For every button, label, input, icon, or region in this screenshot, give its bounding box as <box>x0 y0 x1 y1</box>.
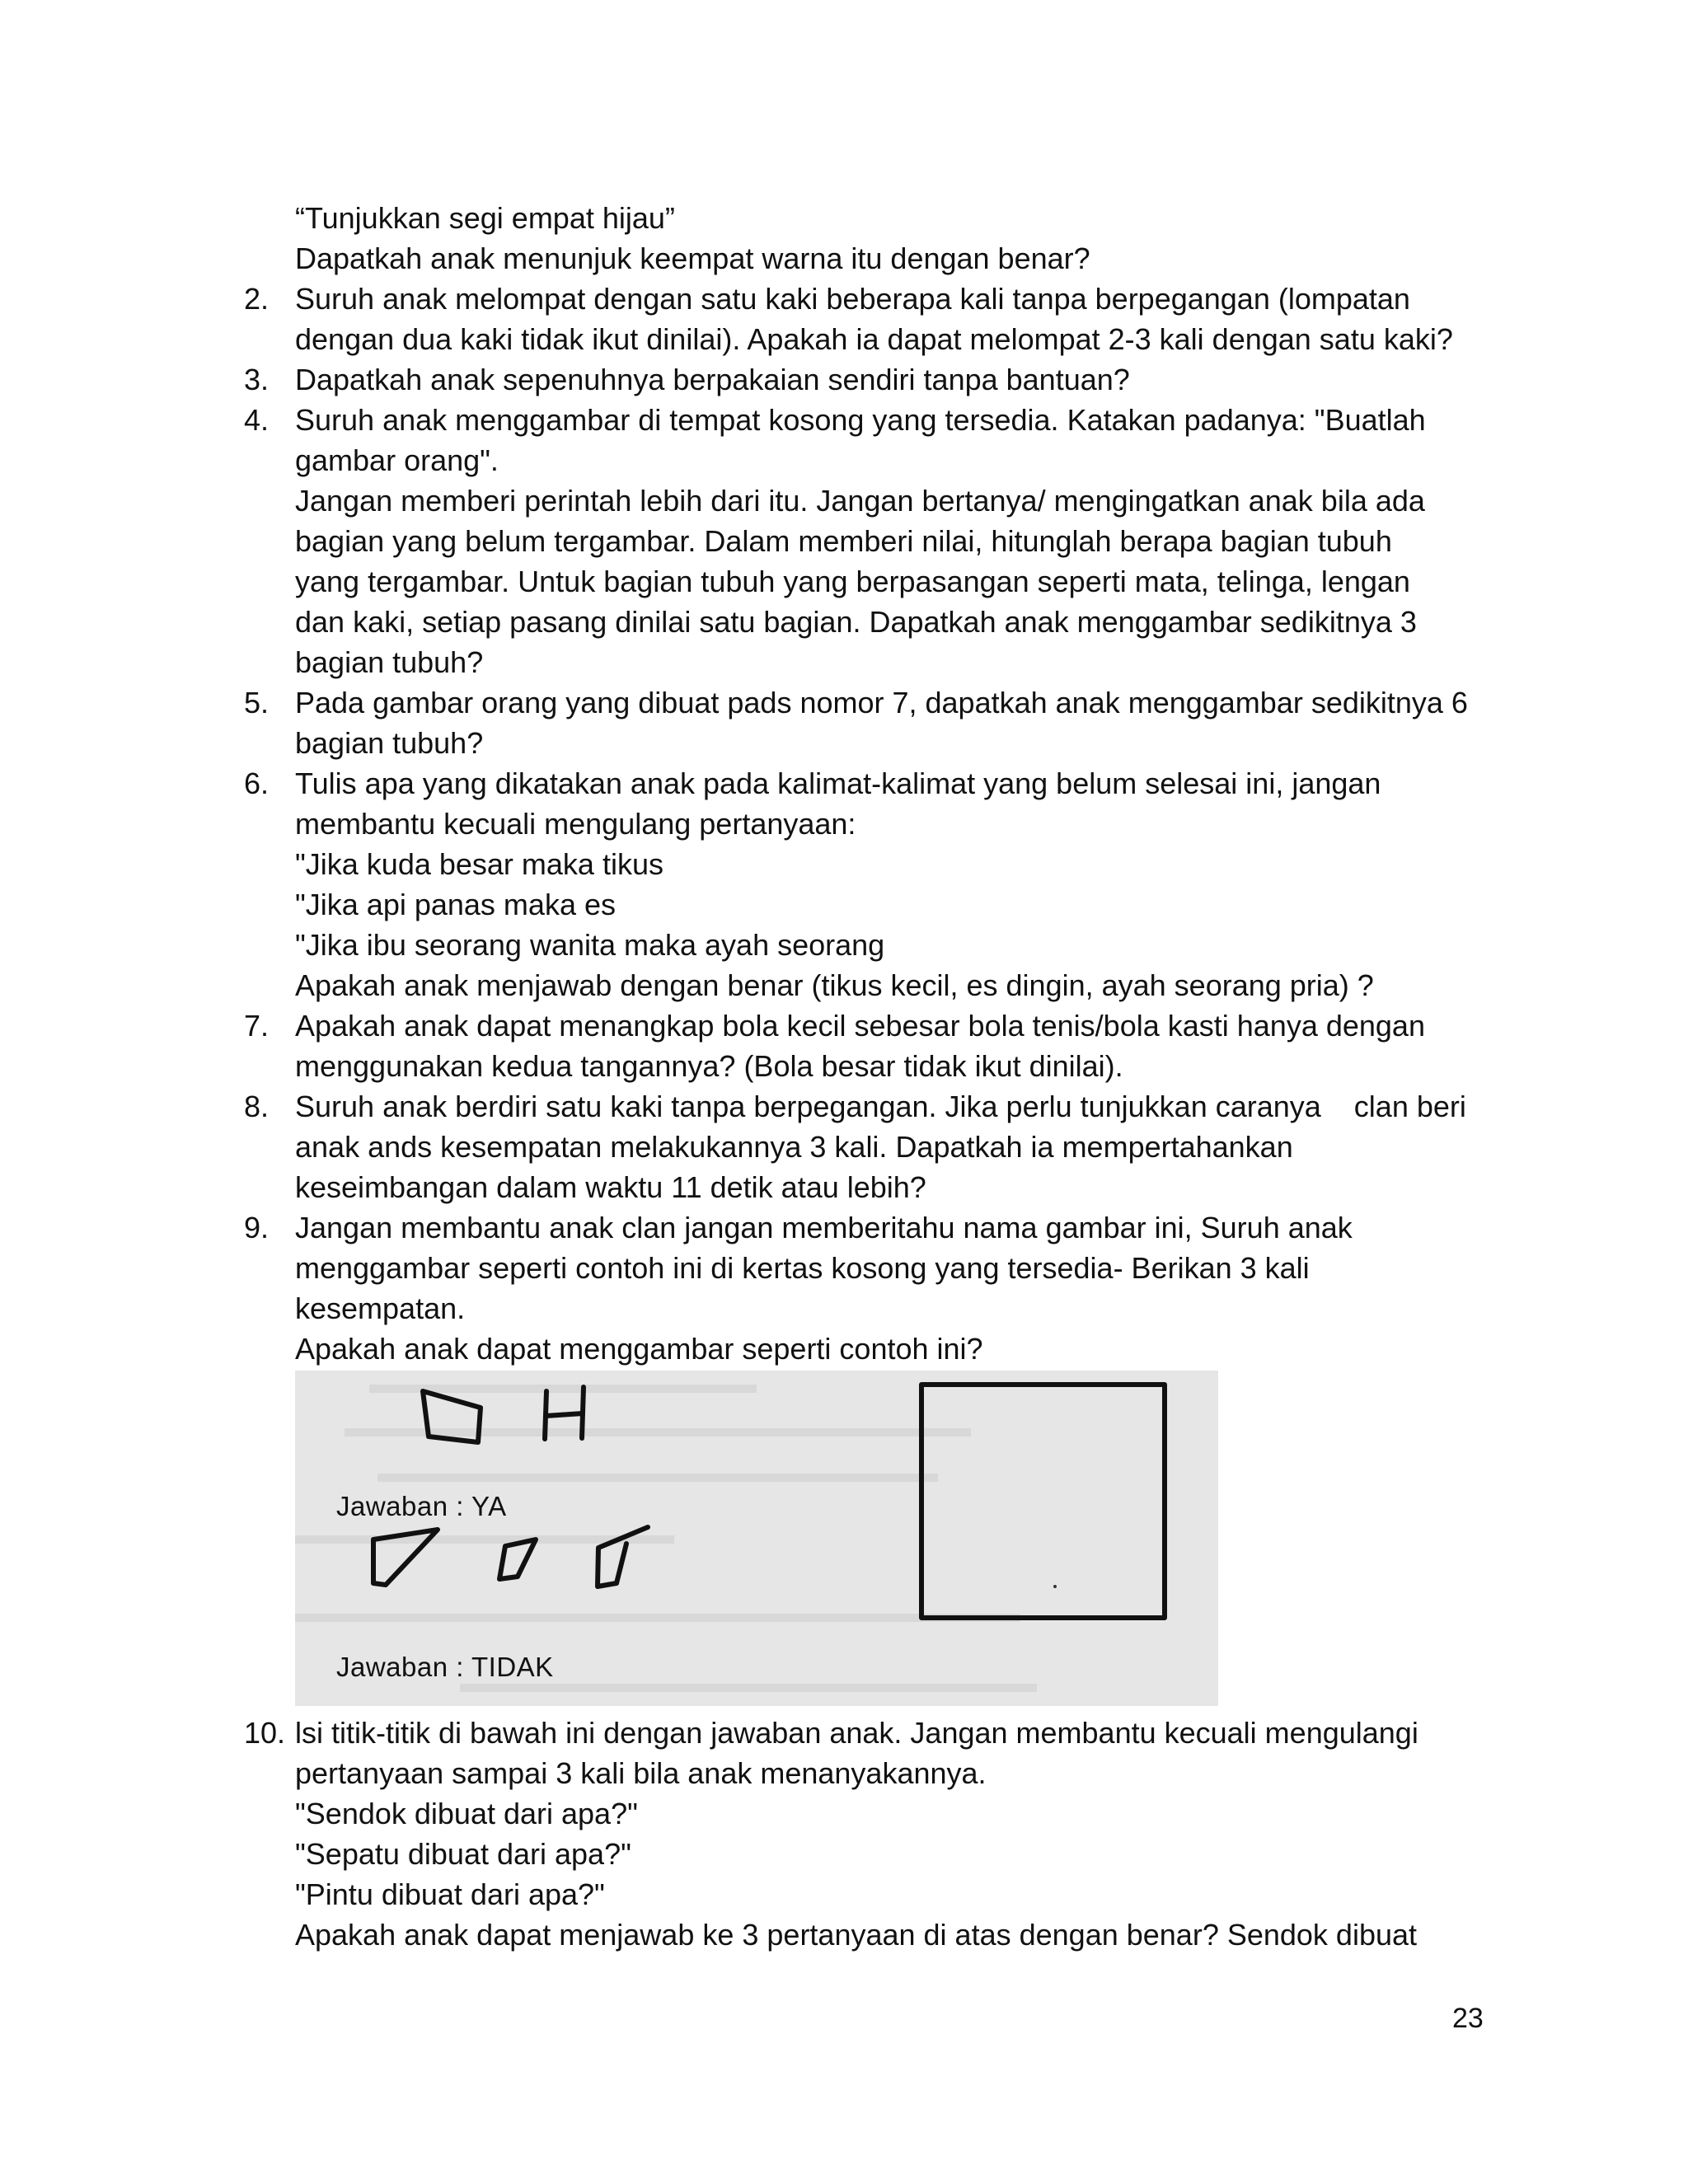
figure-label-yes: Jawaban : YA <box>336 1491 507 1521</box>
text-line: lsi titik-titik di bawah ini dengan jawaban anak. Jangan membantu kecuali mengulangi <box>295 1716 1418 1750</box>
list-item-4 <box>244 400 1489 682</box>
text-line: pertanyaan sampai 3 kali bila anak menanyakannya. <box>295 1756 987 1790</box>
text-line: Apakah anak menjawab dengan benar (tikus kecil, es dingin, ayah seorang pria) ? <box>295 968 1374 1002</box>
text-line: membantu kecuali mengulang pertanyaan: <box>295 807 856 841</box>
text-line: dengan dua kaki tidak ikut dinilai). Apakah ia dapat melompat 2-3 kali dengan satu kaki? <box>295 322 1453 356</box>
page-number: 23 <box>1452 2003 1484 2034</box>
text-line: "Jika kuda besar maka tikus <box>295 847 663 881</box>
item-number: 2. <box>244 282 270 316</box>
item-number: 7. <box>244 1009 270 1043</box>
text-line: "Sendok dibuat dari apa?" <box>295 1797 638 1830</box>
text-line: kesempatan. <box>295 1291 466 1325</box>
list-item-8 <box>244 1086 1489 1207</box>
list-item-3 <box>244 359 1489 400</box>
text-line: Pada gambar orang yang dibuat pads nomor 7, dapatkah anak menggambar sedikitnya 6 <box>295 686 1468 719</box>
text-line: "Jika ibu seorang wanita maka ayah seorang <box>295 928 885 962</box>
list-item-2 <box>244 279 1489 359</box>
text-line: Apakah anak dapat menjawab ke 3 pertanyaan di atas dengan benar? Sendok dibuat <box>295 1918 1418 1952</box>
item-number: 3. <box>244 363 270 396</box>
text-line: Apakah anak dapat menggambar seperti contoh ini? <box>295 1332 983 1366</box>
list-item-7 <box>244 1005 1489 1086</box>
item-number: 4. <box>244 403 270 437</box>
text-line: anak ands kesempatan melakukannya 3 kali. Dapatkah ia mempertahankan <box>295 1130 1293 1164</box>
text-line: gambar orang". <box>295 443 499 477</box>
text-line: Jangan memberi perintah lebih dari itu. Jangan bertanya/ mengingatkan anak bila ada <box>295 484 1425 518</box>
text-line: Suruh anak menggambar di tempat kosong yang tersedia. Katakan padanya: "Buatlah <box>295 403 1426 437</box>
intro-continuation <box>244 198 1489 279</box>
text-line: Apakah anak dapat menangkap bola kecil sebesar bola tenis/bola kasti hanya dengan <box>295 1009 1425 1043</box>
list-item-9 <box>244 1207 1489 1369</box>
item-number: 9. <box>244 1211 270 1244</box>
tidak-drawing-2 <box>499 1540 536 1579</box>
text-line: "Sepatu dibuat dari apa?" <box>295 1837 631 1871</box>
list-item-6 <box>244 763 1489 1005</box>
text-line: Dapatkah anak sepenuhnya berpakaian sendiri tanpa bantuan? <box>295 363 1130 396</box>
item-number: 10. <box>244 1716 286 1750</box>
text-line: bagian tubuh? <box>295 726 484 760</box>
page-content <box>244 198 1489 1955</box>
item-number: 5. <box>244 686 270 719</box>
text-line: yang tergambar. Untuk bagian tubuh yang berpasangan seperti mata, telinga, lengan <box>295 565 1410 598</box>
text-line: "Jika api panas maka es <box>295 888 616 921</box>
text-line: keseimbangan dalam waktu 11 detik atau lebih? <box>295 1170 926 1204</box>
drawing-example-figure <box>295 1371 1218 1706</box>
text-line: menggunakan kedua tangannya? (Bola besar tidak ikut dinilai). <box>295 1049 1123 1083</box>
text-line: Tulis apa yang dikatakan anak pada kalimat-kalimat yang belum selesai ini, jangan <box>295 766 1381 800</box>
text-line: "Pintu dibuat dari apa?" <box>295 1877 605 1911</box>
model-square <box>921 1385 1165 1618</box>
text-line: dan kaki, setiap pasang dinilai satu bagian. Dapatkah anak menggambar sedikitnya 3 <box>295 605 1417 639</box>
text-line: bagian tubuh? <box>295 645 484 679</box>
text-line: menggambar seperti contoh ini di kertas kosong yang tersedia- Berikan 3 kali <box>295 1251 1310 1285</box>
item-number: 8. <box>244 1090 270 1123</box>
text-line: Suruh anak berdiri satu kaki tanpa berpegangan. Jika perlu tunjukkan caranya clan beri <box>295 1090 1466 1123</box>
list-item-10 <box>244 1713 1489 1955</box>
figure-label-no: Jawaban : TIDAK <box>336 1652 554 1682</box>
item-number: 6. <box>244 766 270 800</box>
text-line: Jangan membantu anak clan jangan memberitahu nama gambar ini, Suruh anak <box>295 1211 1353 1244</box>
text-line: “Tunjukkan segi empat hijau” <box>295 201 675 235</box>
list-item-5 <box>244 682 1489 763</box>
text-line: bagian yang belum tergambar. Dalam memberi nilai, hitunglah berapa bagian tubuh <box>295 524 1392 558</box>
text-line: Dapatkah anak menunjuk keempat warna itu dengan benar? <box>295 241 1090 275</box>
text-line: Suruh anak melompat dengan satu kaki beberapa kali tanpa berpegangan (lompatan <box>295 282 1410 316</box>
